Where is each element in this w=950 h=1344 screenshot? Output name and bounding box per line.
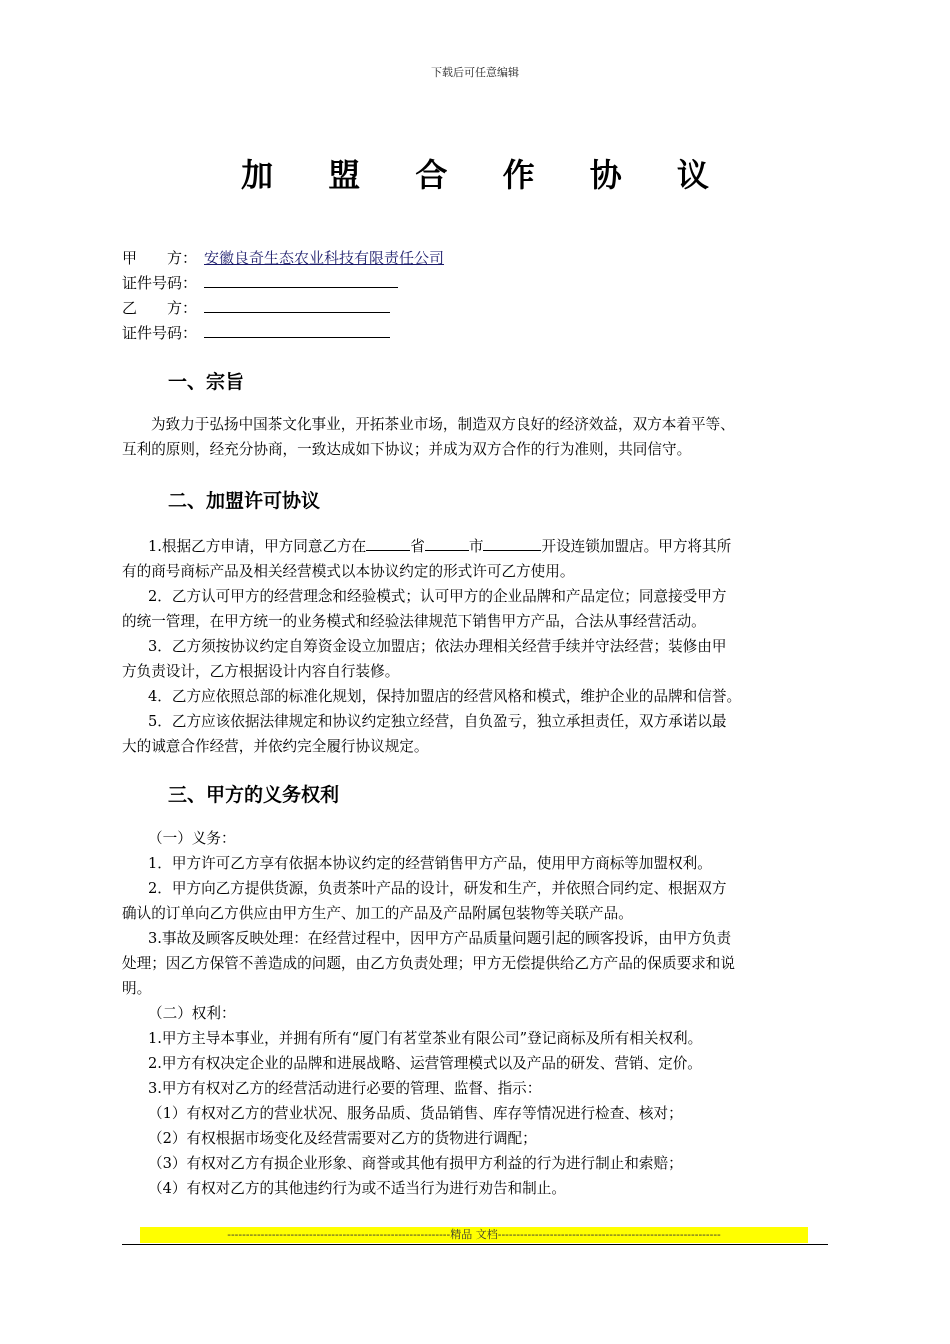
section3-line: 2．甲方向乙方提供货源，负责茶叶产品的设计，研发和生产，并依照合同约定、根据双方 bbox=[148, 880, 727, 897]
id-b-blank bbox=[204, 321, 390, 338]
section3-heading: 三、甲方的义务权利 bbox=[168, 784, 340, 806]
section2-line: 3．乙方须按协议约定自筹资金设立加盟店；依法办理相关经营手续并守法经营；装修由甲 bbox=[148, 638, 727, 655]
id-b-label: 证件号码： bbox=[122, 324, 198, 342]
party-a-row bbox=[122, 246, 822, 270]
section3-line: （二）权利： bbox=[148, 1005, 236, 1022]
section2-heading: 二、加盟许可协议 bbox=[168, 490, 321, 512]
section2-item1-line2: 有的商号商标产品及相关经营模式以本协议约定的形式许可乙方使用。 bbox=[122, 563, 575, 580]
province-blank bbox=[366, 536, 410, 551]
section2-body bbox=[122, 534, 832, 759]
section1-heading: 一、宗旨 bbox=[168, 371, 245, 393]
section3-line: 处理；因乙方保管不善造成的问题，由乙方负责处理；甲方无偿提供给乙方产品的保质要求和说 bbox=[122, 955, 735, 972]
footer-banner: ------------------------------------------------------------精品 文档------------------------------------------------------------ bbox=[140, 1227, 808, 1243]
section3-line: （3）有权对乙方有损企业形象、商誉或其他有损甲方利益的行为进行制止和索赔； bbox=[148, 1155, 683, 1172]
id-a-row bbox=[122, 271, 822, 295]
section1-line: 互利的原则，经充分协商，一致达成如下协议；并成为双方合作的行为准则，共同信守。 bbox=[122, 441, 692, 458]
section3-line: （1）有权对乙方的营业状况、服务品质、货品销售、库存等情况进行检查、核对； bbox=[148, 1105, 683, 1122]
section1-body bbox=[122, 412, 832, 462]
section3-line: 2.甲方有权决定企业的品牌和进展战略、运营管理模式以及产品的研发、营销、定价。 bbox=[148, 1055, 702, 1072]
id-b-row bbox=[122, 321, 822, 345]
download-note: 下载后可任意编辑 bbox=[431, 66, 519, 79]
section3-line: 3.甲方有权对乙方的经营活动进行必要的管理、监督、指示： bbox=[148, 1080, 542, 1097]
party-b-label: 乙 方： bbox=[122, 299, 198, 317]
section2-line: 的统一管理，在甲方统一的业务模式和经验法律规范下销售甲方产品，合法从事经营活动。 bbox=[122, 613, 706, 630]
section3-line: （4）有权对乙方的其他违约行为或不适当行为进行劝告和制止。 bbox=[148, 1180, 566, 1197]
document-title: 加 盟 合 作 协 议 bbox=[241, 156, 731, 194]
section2-line: 4．乙方应依照总部的标准化规划，保持加盟店的经营风格和模式，维护企业的品牌和信誉。 bbox=[148, 688, 742, 705]
section3-line: （2）有权根据市场变化及经营需要对乙方的货物进行调配； bbox=[148, 1130, 537, 1147]
id-a-blank bbox=[204, 271, 398, 288]
section2-line: 5．乙方应该依据法律规定和协议约定独立经营，自负盈亏，独立承担责任，双方承诺以最 bbox=[148, 713, 727, 730]
party-a-label: 甲 方： bbox=[122, 249, 198, 267]
item1-text-a: 1.根据乙方申请，甲方同意乙方在 bbox=[148, 538, 367, 555]
party-a-value: 安徽良奇生态农业科技有限责任公司 bbox=[204, 249, 445, 267]
section1-line: 为致力于弘扬中国茶文化事业，开拓茶业市场，制造双方良好的经济效益，双方本着平等、 bbox=[151, 416, 735, 433]
section3-line: 明。 bbox=[122, 980, 152, 997]
item1-text-b: 省 bbox=[410, 538, 425, 555]
section3-line: 1．甲方许可乙方享有依据本协议约定的经营销售甲方产品，使用甲方商标等加盟权利。 bbox=[148, 855, 712, 872]
city-blank bbox=[425, 536, 469, 551]
section3-body bbox=[122, 826, 832, 1201]
section3-line: （一）义务： bbox=[148, 830, 236, 847]
party-b-blank bbox=[204, 296, 390, 313]
id-a-label: 证件号码： bbox=[122, 274, 198, 292]
footer-divider bbox=[122, 1244, 828, 1245]
section3-line: 3.事故及顾客反映处理：在经营过程中，因甲方产品质量问题引起的顾客投诉，由甲方负责 bbox=[148, 930, 732, 947]
section3-line: 确认的订单向乙方供应由甲方生产、加工的产品及产品附属包装物等关联产品。 bbox=[122, 905, 633, 922]
section3-line: 1.甲方主导本事业，并拥有所有“厦门有茗堂茶业有限公司”登记商标及所有相关权利。 bbox=[148, 1030, 703, 1047]
section2-item1-line1 bbox=[122, 534, 832, 559]
section2-line: 2．乙方认可甲方的经营理念和经验模式；认可甲方的企业品牌和产品定位；同意接受甲方 bbox=[148, 588, 727, 605]
section2-line: 方负责设计，乙方根据设计内容自行装修。 bbox=[122, 663, 400, 680]
item1-text-c: 市 bbox=[468, 538, 484, 555]
section2-line: 大的诚意合作经营，并依约完全履行协议规定。 bbox=[122, 738, 429, 755]
party-b-row bbox=[122, 296, 822, 320]
district-blank bbox=[483, 536, 541, 551]
item1-text-d: 开设连锁加盟店。甲方将其所 bbox=[541, 538, 732, 555]
